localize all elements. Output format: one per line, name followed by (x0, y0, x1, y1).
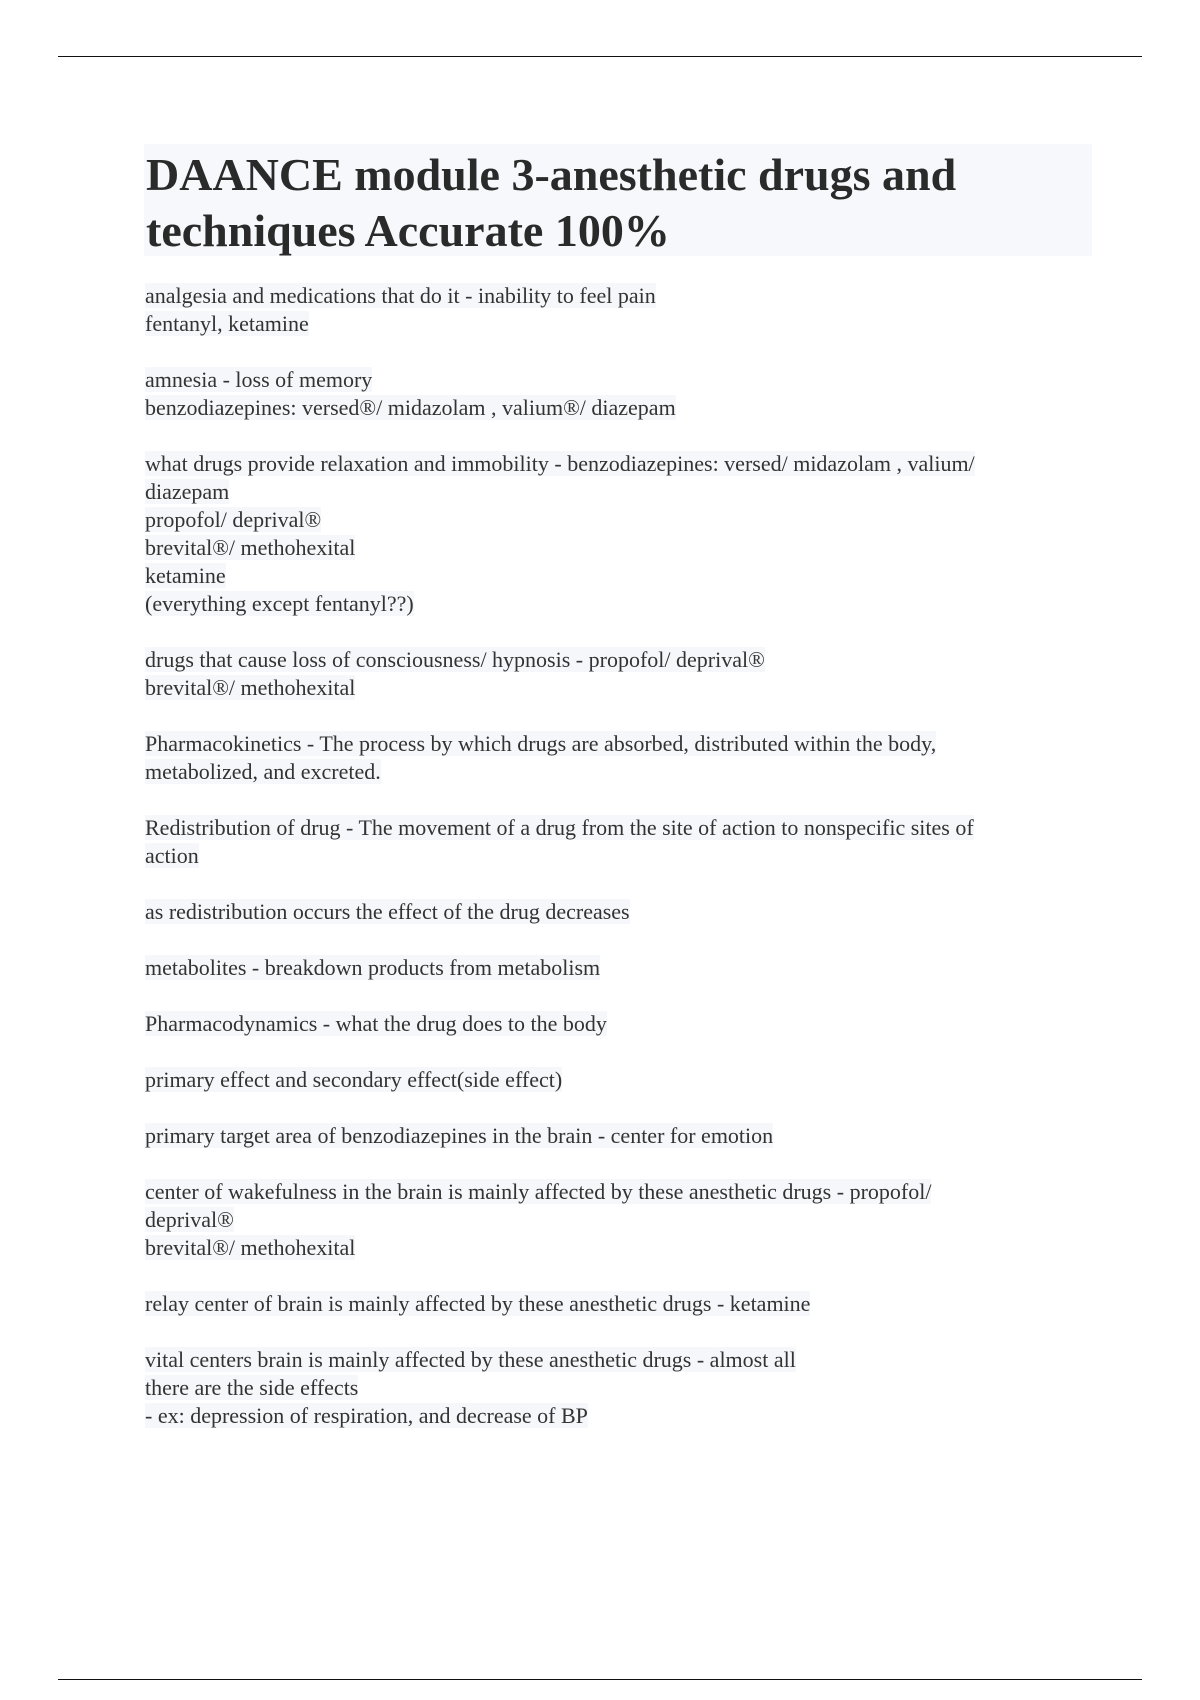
entry-line (145, 646, 1065, 674)
entry-text: metabolized, and excreted. (145, 759, 381, 784)
entry-text: vital centers brain is mainly affected by these anesthetic drugs - almost all (145, 1347, 796, 1372)
entry-line (145, 842, 1065, 870)
entry-text: metabolites - breakdown products from metabolism (145, 955, 601, 980)
entry-line (145, 282, 1065, 310)
entry-text: fentanyl, ketamine (145, 311, 309, 336)
entry-text: relay center of brain is mainly affected by these anesthetic drugs - ketamine (145, 1291, 811, 1316)
entry-text: drugs that cause loss of consciousness/ hypnosis - propofol/ deprival® (145, 647, 765, 672)
title-line-1: DAANCE module 3-anesthetic drugs and (146, 149, 957, 200)
entry-line (145, 1374, 1065, 1402)
flashcard-entry (145, 814, 1065, 870)
entry-line (145, 478, 1065, 506)
entry-text: Pharmacodynamics - what the drug does to the body (145, 1011, 607, 1036)
flashcard-entry (145, 366, 1065, 422)
entry-text: brevital®/ methohexital (145, 675, 356, 700)
entry-line (145, 758, 1065, 786)
entry-line (145, 534, 1065, 562)
entry-text: brevital®/ methohexital (145, 1235, 356, 1260)
flashcard-entry (145, 282, 1065, 338)
top-rule (58, 56, 1142, 57)
entry-text: center of wakefulness in the brain is mainly affected by these anesthetic drugs - propofol/ (145, 1179, 932, 1204)
flashcard-entry (145, 730, 1065, 786)
entry-line (145, 898, 1065, 926)
entry-text: Redistribution of drug - The movement of a drug from the site of action to nonspecific sites of (145, 815, 974, 840)
flashcard-entry (145, 1122, 1065, 1150)
entry-line (145, 310, 1065, 338)
entry-line (145, 506, 1065, 534)
flashcard-entry (145, 954, 1065, 982)
entry-line (145, 394, 1065, 422)
entry-line (145, 1402, 1065, 1430)
entry-line (145, 1066, 1065, 1094)
entry-line (145, 1234, 1065, 1262)
entry-line (145, 1122, 1065, 1150)
entry-line (145, 562, 1065, 590)
entry-line (145, 1206, 1065, 1234)
flashcard-entry (145, 1346, 1065, 1430)
entry-text: (everything except fentanyl??) (145, 591, 414, 616)
entry-text: action (145, 843, 199, 868)
entry-text: primary effect and secondary effect(side effect) (145, 1067, 563, 1092)
flashcard-list (145, 282, 1065, 1458)
flashcard-entry (145, 646, 1065, 702)
entry-line (145, 1346, 1065, 1374)
entry-line (145, 590, 1065, 618)
entry-text: propofol/ deprival® (145, 507, 322, 532)
entry-line (145, 366, 1065, 394)
flashcard-entry (145, 1066, 1065, 1094)
entry-line (145, 674, 1065, 702)
flashcard-entry (145, 1010, 1065, 1038)
entry-text: what drugs provide relaxation and immobility - benzodiazepines: versed/ midazolam , valium/ (145, 451, 975, 476)
flashcard-entry (145, 1290, 1065, 1318)
entry-text: there are the side effects (145, 1375, 359, 1400)
bottom-rule (58, 1679, 1142, 1680)
title-line-2: techniques Accurate 100% (146, 205, 670, 256)
entry-line (145, 1178, 1065, 1206)
entry-line (145, 730, 1065, 758)
flashcard-entry (145, 1178, 1065, 1262)
flashcard-entry (145, 898, 1065, 926)
entry-text: brevital®/ methohexital (145, 535, 356, 560)
entry-text: Pharmacokinetics - The process by which drugs are absorbed, distributed within the body, (145, 731, 937, 756)
entry-line (145, 954, 1065, 982)
entry-line (145, 450, 1065, 478)
flashcard-entry (145, 450, 1065, 618)
entry-text: ketamine (145, 563, 226, 588)
entry-line (145, 1290, 1065, 1318)
entry-line (145, 814, 1065, 842)
entry-line (145, 1010, 1065, 1038)
entry-text: analgesia and medications that do it - inability to feel pain (145, 283, 656, 308)
entry-text: primary target area of benzodiazepines in the brain - center for emotion (145, 1123, 774, 1148)
entry-text: amnesia - loss of memory (145, 367, 373, 392)
entry-text: as redistribution occurs the effect of the drug decreases (145, 899, 630, 924)
entry-text: - ex: depression of respiration, and decrease of BP (145, 1403, 588, 1428)
entry-text: diazepam (145, 479, 230, 504)
entry-text: deprival® (145, 1207, 234, 1232)
document-title (146, 147, 1086, 259)
entry-text: benzodiazepines: versed®/ midazolam , valium®/ diazepam (145, 395, 676, 420)
